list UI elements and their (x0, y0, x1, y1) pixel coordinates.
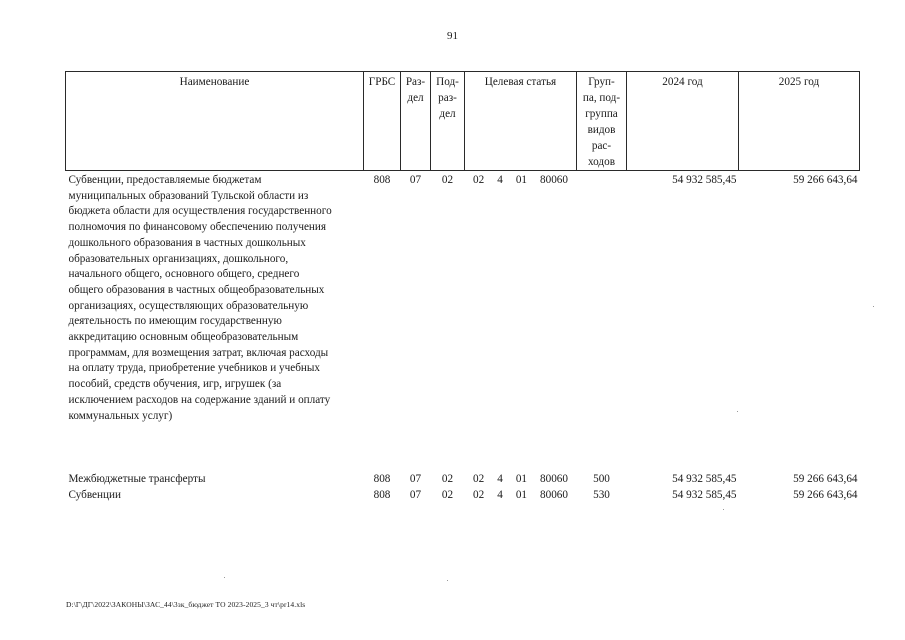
row-group: 500 (593, 473, 610, 486)
target-part-4: 80060 (540, 174, 568, 186)
row-razdel: 07 (409, 473, 422, 486)
row-group: 530 (593, 488, 610, 501)
scan-speck (224, 577, 225, 578)
header-group: Груп- па, под- группа видов рас- ходов (577, 72, 627, 171)
row-name: Субвенции (68, 488, 121, 501)
row-2024: 54 932 585,45 (672, 473, 737, 486)
row-grbs: 808 (373, 174, 391, 186)
spacer-row (66, 424, 860, 472)
row-2024: 54 932 585,45 (672, 488, 737, 501)
scan-speck (737, 411, 738, 412)
scan-speck (873, 306, 874, 307)
header-grbs: ГРБС (364, 72, 401, 171)
target-part-1: 02 (473, 473, 485, 486)
target-part-3: 01 (515, 488, 527, 501)
row-podrazdel: 02 (441, 488, 454, 501)
header-2024: 2024 год (627, 72, 739, 171)
header-name: Наименование (66, 72, 364, 171)
scan-speck (447, 580, 448, 581)
target-part-4: 80060 (540, 473, 568, 486)
target-part-2: 4 (497, 488, 503, 501)
row-group (577, 171, 627, 425)
table-row (66, 488, 860, 504)
row-razdel: 07 (409, 174, 422, 186)
file-path-footer: D:\Г\ДГ\2022\ЗАКОНЫ\ЗАС_44\3зк_бюджет ТО 2023-2025_3 чт\pr14.xls (66, 600, 306, 609)
header-row (66, 72, 860, 171)
table-row (66, 472, 860, 488)
target-part-3: 01 (515, 174, 527, 186)
row-name: Субвенции, предоставляемые бюджетам муниципальных образований Тульской области из бюджета области для осуществления государственного полномочия по финансовому обеспечению получения дошкольного образования в частных дошкольных образовательных организациях, дошкольного, начального общего, основного общего, среднего общего образования в частных общеобразовательных организациях, осуществляющих образовательную деятельность по имеющим государственную аккредитацию основным общеобразовательным программам, для возмещения затрат, включая расходы на оплату труда, приобретение учебников и учебных пособий, средств обучения, игр, игрушек (за исключением расходов на содержание зданий и оплату коммунальных услуг) (68, 174, 332, 422)
header-target: Целевая статья (465, 72, 577, 171)
header-razdel: Раз- дел (401, 72, 431, 171)
page-number: 91 (447, 30, 458, 42)
target-part-1: 02 (473, 488, 485, 501)
header-2025: 2025 год (739, 72, 860, 171)
target-part-3: 01 (515, 473, 527, 486)
row-2025: 59 266 643,64 (793, 473, 858, 486)
budget-table (65, 71, 860, 504)
row-2025: 59 266 643,64 (793, 174, 858, 186)
row-2025: 59 266 643,64 (793, 488, 858, 501)
target-part-2: 4 (497, 473, 503, 486)
target-part-4: 80060 (540, 488, 568, 501)
row-target (465, 488, 577, 504)
row-podrazdel: 02 (441, 174, 454, 186)
row-podrazdel: 02 (441, 473, 454, 486)
target-part-1: 02 (473, 174, 485, 186)
row-razdel: 07 (409, 488, 422, 501)
table-row (66, 171, 860, 425)
row-2024: 54 932 585,45 (672, 174, 737, 186)
row-grbs: 808 (373, 488, 391, 501)
target-part-2: 4 (497, 174, 503, 186)
row-target (465, 171, 577, 425)
row-grbs: 808 (373, 473, 391, 486)
row-name: Межбюджетные трансферты (68, 473, 206, 486)
row-target (465, 472, 577, 488)
scan-speck (723, 509, 724, 510)
header-podrazdel: Под- раз- дел (431, 72, 465, 171)
